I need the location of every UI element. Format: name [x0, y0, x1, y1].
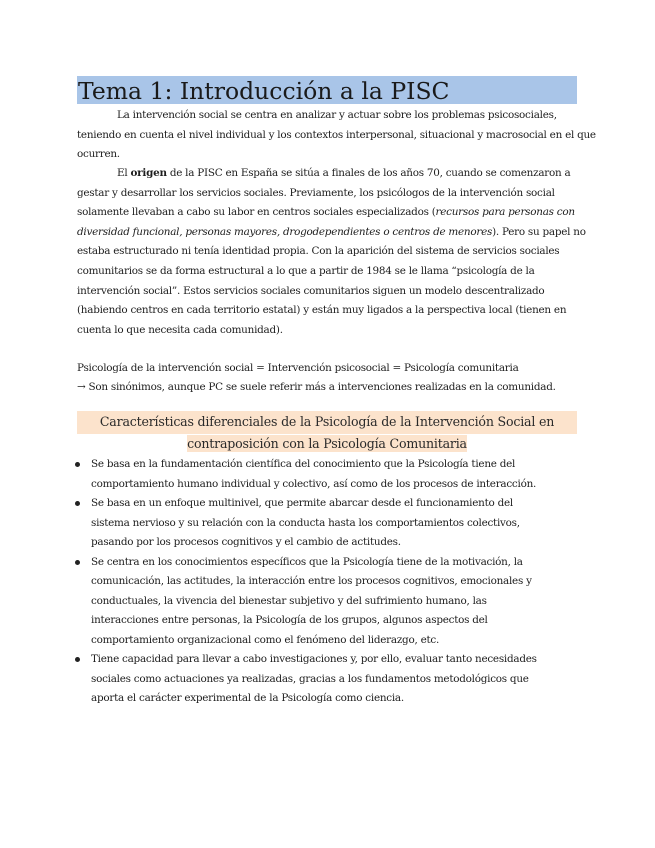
origin-text-part2: ). Pero su papel no estaba estructurado ni tenía identidad propia. Con la aparición del sistema de servicios sociales comunitarios se da forma estructural a lo que a partir de 1984 se le llama “psicología de la intervención social”. Estos servicios sociales comunitarios siguen un modelo descentralizado (habiendo centros en cada territorio estatal) y están muy ligados a la perspectiva local (tienen en cuenta lo que necesita cada comunidad).: [77, 225, 586, 336]
list-item: Se basa en un enfoque multinivel, que permite abarcar desde el funcionamiento del sistema nervioso y su relación con la conducta hasta los comportamientos colectivos, pasando por los procesos cognitivos y el cambio de actitudes.: [74, 494, 544, 553]
subtitle-line-2: contraposición con la Psicología Comunitaria: [187, 435, 467, 451]
origin-paragraph: [77, 164, 597, 340]
list-item: Se centra en los conocimientos específicos que la Psicología tiene de la motivación, la comunicación, las actitudes, la interacción entre los procesos cognitivos, emocionales y conductuales, la vivencia del bienestar subjetivo y del sufrimiento humano, las interacciones entre personas, la Psicología de los grupos, algunos aspectos del comportamiento organizacional como el fenómeno del liderazgo, etc.: [74, 553, 544, 651]
equivalence-line: Psicología de la intervención social = Intervención psicosocial = Psicología comunitaria: [77, 362, 519, 374]
origin-italic-text: recursos para personas con diversidad funcional, personas mayores, drogodependientes o centros de menores: [77, 206, 575, 238]
bullet-icon: [75, 501, 80, 506]
subtitle-line-1: Características diferenciales de la Psicología de la Intervención Social en: [77, 411, 577, 434]
list-item: Se basa en la fundamentación científica del conocimiento que la Psicología tiene del comportamiento humano individual y colectivo, así como de los procesos de interacción.: [74, 455, 544, 494]
bullet-icon: [75, 560, 80, 565]
characteristics-list: [74, 455, 544, 709]
page-title: Tema 1: Introducción a la PISC: [77, 76, 577, 104]
synonyms-line: → Son sinónimos, aunque PC se suele referir más a intervenciones realizadas en la comunidad.: [77, 381, 556, 393]
bullet-icon: [75, 462, 80, 467]
intro-paragraph: La intervención social se centra en analizar y actuar sobre los problemas psicosociales, teniendo en cuenta el nivel individual y los contextos interpersonal, situacional y macrosocial en el que ocurren.: [77, 109, 596, 160]
section-subtitle: [77, 411, 577, 454]
origin-bold-word: origen: [130, 167, 167, 179]
bullet-icon: [75, 657, 80, 662]
origin-text-part1: de la PISC en España se sitúa a finales de los años 70, cuando se comenzaron a gestar y desarrollar los servicios sociales. Previamente, los psicólogos de la intervención social solamente llevaban a cabo su labor en centros sociales especializados (: [77, 167, 571, 219]
list-item: Tiene capacidad para llevar a cabo investigaciones y, por ello, evaluar tanto necesidades sociales como actuaciones ya realizadas, gracias a los fundamentos metodológicos que aporta el carácter experimental de la Psicología como ciencia.: [74, 650, 544, 709]
origin-lead: El: [117, 167, 131, 179]
